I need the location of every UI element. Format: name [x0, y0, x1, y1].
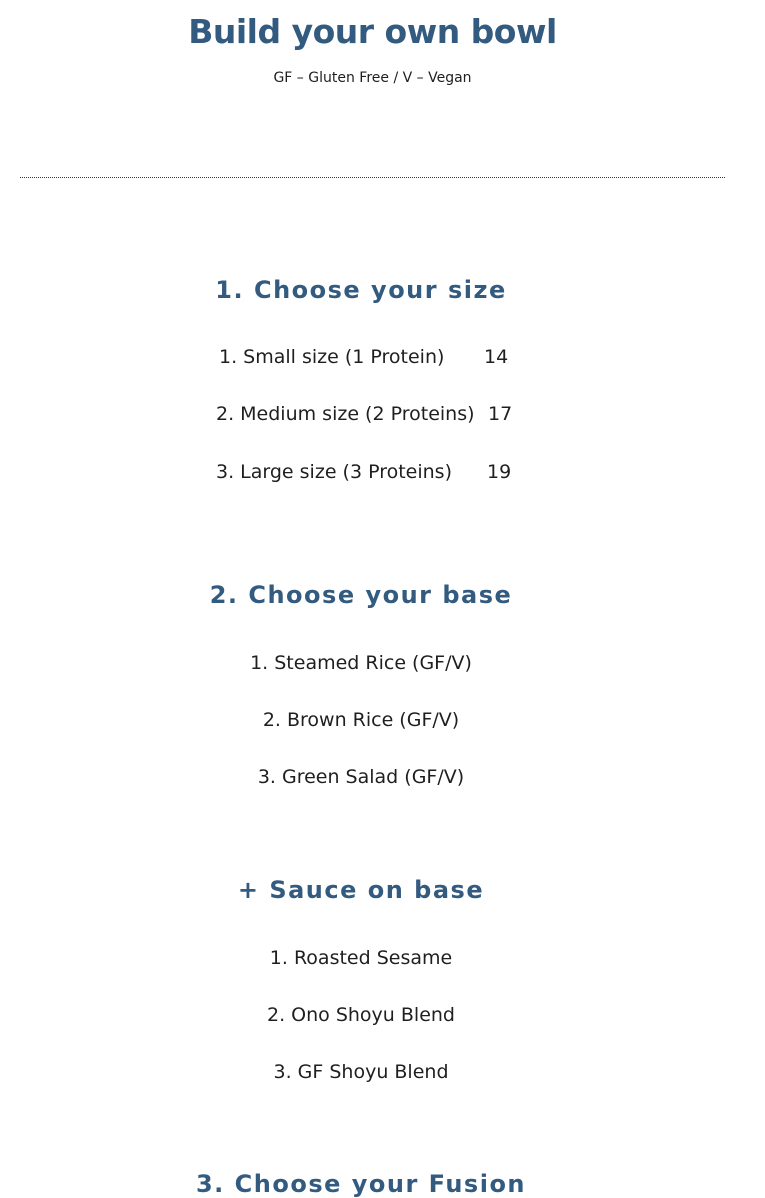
- menu-item-price: 14: [484, 346, 509, 368]
- section-heading-fusion: 3. Choose your Fusion: [195, 1170, 527, 1198]
- menu-item-price: 17: [488, 403, 513, 425]
- menu-item-steamed-rice: 1. Steamed Rice (GF/V): [250, 652, 472, 674]
- section-heading-size: 1. Choose your size: [215, 276, 507, 304]
- section-heading-sauce: + Sauce on base: [237, 876, 485, 904]
- menu-item-name: 1. Small size (1 Protein): [219, 346, 445, 368]
- menu-item-roasted-sesame: 1. Roasted Sesame: [269, 947, 453, 969]
- menu-item-medium-size: [216, 403, 511, 431]
- dotted-divider: [20, 177, 725, 178]
- menu-item-large-size: [216, 461, 511, 489]
- menu-item-brown-rice: 2. Brown Rice (GF/V): [262, 709, 460, 731]
- menu-item-name: 2. Medium size (2 Proteins): [216, 403, 475, 425]
- page-title: Build your own bowl: [188, 12, 557, 51]
- menu-item-green-salad: 3. Green Salad (GF/V): [257, 766, 465, 788]
- section-heading-base: 2. Choose your base: [209, 581, 513, 609]
- menu-item-price: 19: [487, 461, 512, 483]
- menu-item-gf-shoyu-blend: 3. GF Shoyu Blend: [273, 1061, 449, 1083]
- dietary-legend: GF – Gluten Free / V – Vegan: [273, 70, 472, 86]
- menu-item-ono-shoyu-blend: 2. Ono Shoyu Blend: [267, 1004, 455, 1026]
- menu-item-name: 3. Large size (3 Proteins): [216, 461, 452, 483]
- menu-item-small-size: [219, 346, 509, 374]
